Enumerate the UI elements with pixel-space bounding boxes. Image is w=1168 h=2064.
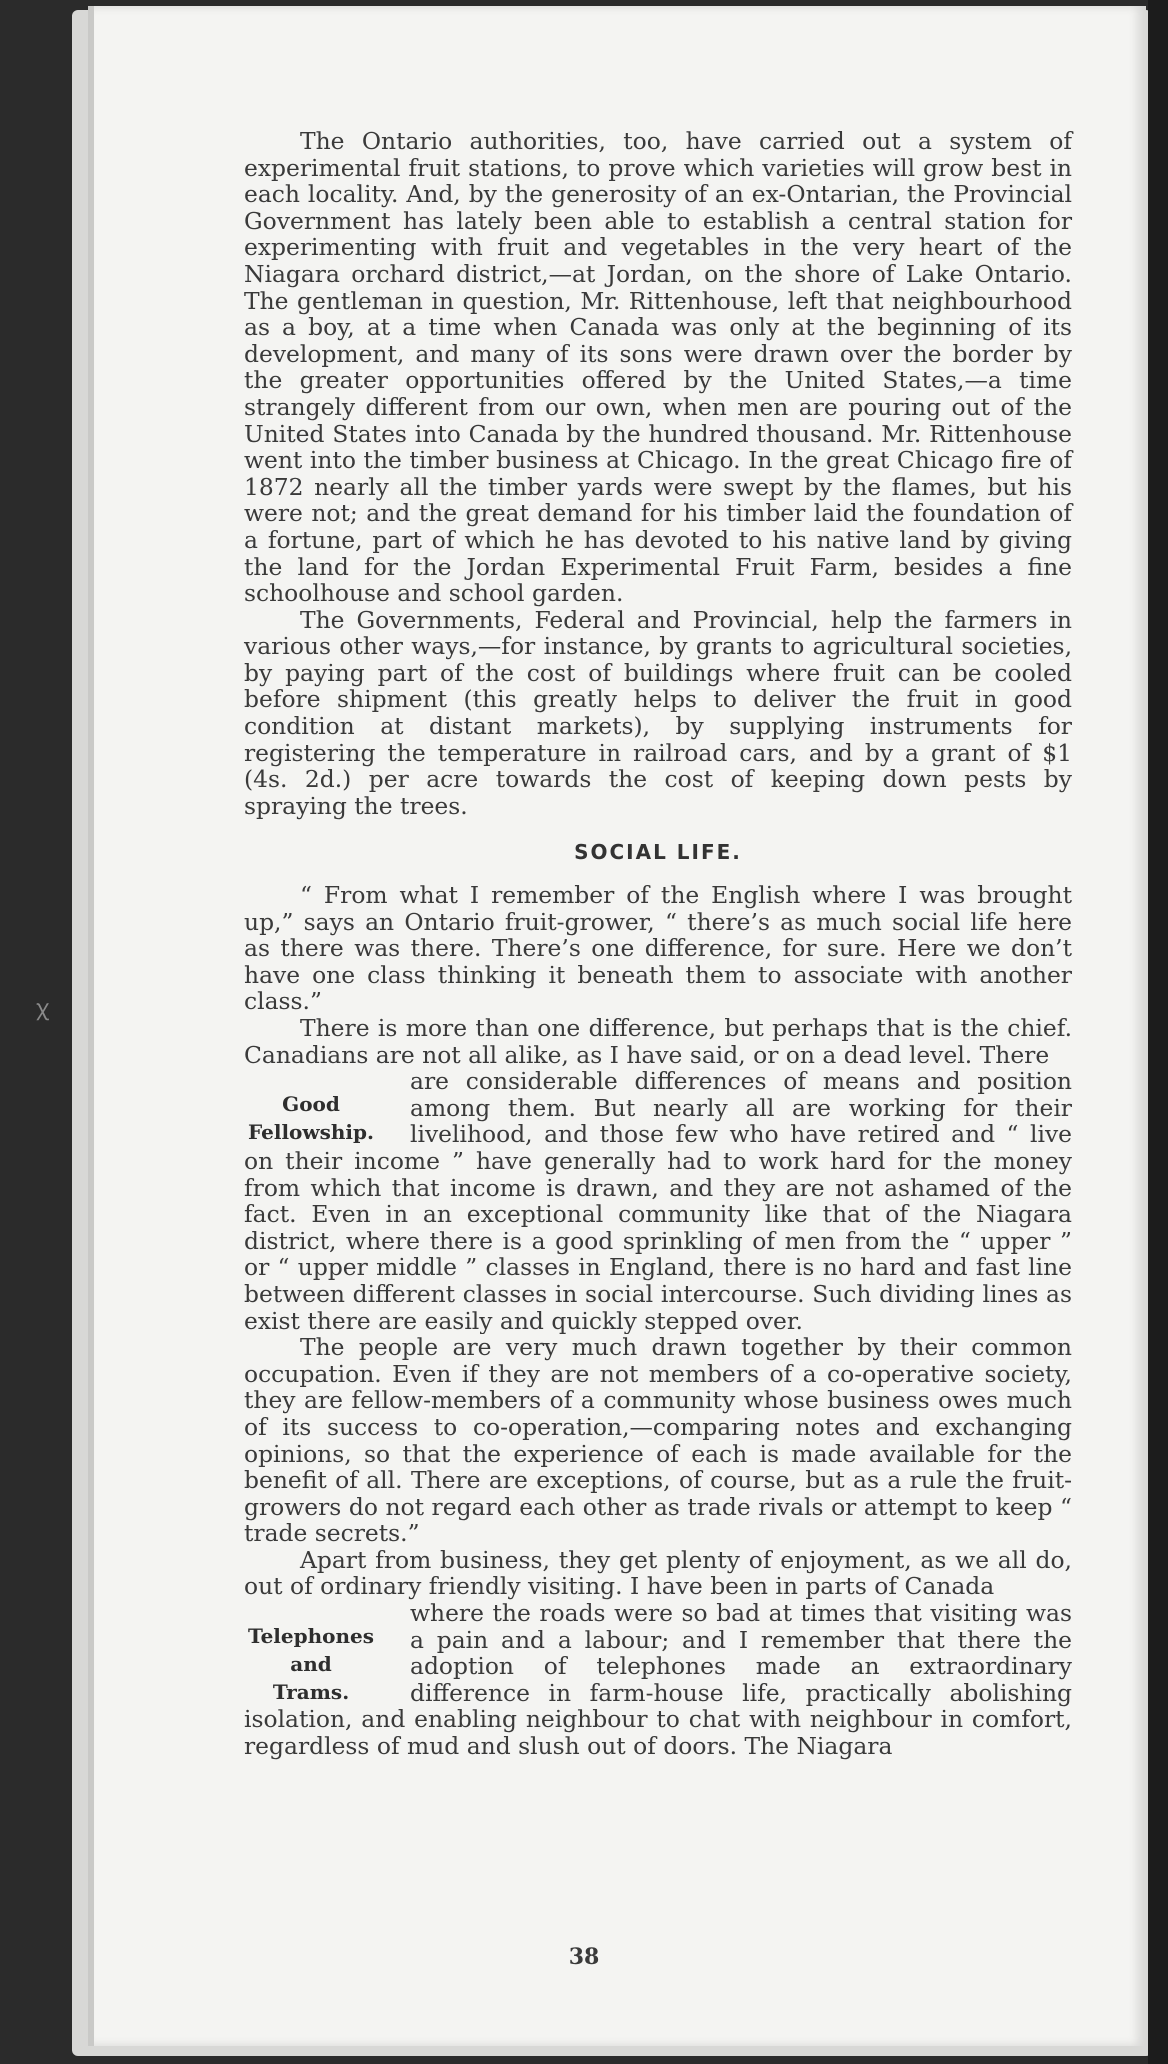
scan-shadow [1148, 0, 1168, 2064]
side-block-telephones [244, 1600, 1072, 1760]
section-heading: SOCIAL LIFE. [574, 840, 742, 865]
paragraph-quote: “ From what I remember of the English where I was brought up,” says an Ontario fruit-grower, “ there’s as much social life here as there was there. There’s one difference, for sure. Here we don’t have one class thinking it beneath them to associate with another class.” [244, 881, 1072, 1016]
paragraph-difference-rest: are considerable differences of means and position among them. But nearly all are working for their livelihood, and those few who have retired and “ live on their income ” have generally had to work hard for the money from which that income is drawn, and they are not ashamed of the fact. Even in an exceptional community like that of the Niagara district, where there is a good sprinkling of men from the “ upper ” or “ upper middle ” classes in England, there is no hard and fast line between different classes in social intercourse. Such dividing lines as exist there are easily and quickly stepped over. [244, 1068, 1072, 1335]
paragraph-business-rest: where the roads were so bad at times that visiting was a pain and a labour; and I remember that there the adoption of telephones made an extraordinary difference in farm-house life, practically abolishing isolation, and enabling neighbour to chat with neighbour in comfort, regardless of mud and slush out of doors. The Niagara [244, 1600, 1072, 1760]
page-number: 38 [568, 1944, 600, 1970]
paragraph-experimental-stations: The Ontario authorities, too, have carried out a system of experimental fruit stations, to prove which varieties will grow best in each locality. And, by the generosity of an ex-Ontarian, the Provincial Government has lately been able to establish a central station for experimenting with fruit and vegetables in the very heart of the Niagara orchard district,—at Jordan, on the shore of Lake Ontario. The gentleman in question, Mr. Rittenhouse, left that neighbourhood as a boy, at a time when Canada was only at the beginning of its development, and many of its sons were drawn over the border by the greater opportunities offered by the United States,—a time strangely different from our own, when men are pouring out of the United States into Canada by the hundred thousand. Mr. Rittenhouse went into the timber business at Chicago. In the great Chicago fire of 1872 nearly all the timber yards were swept by the flames, but his were not; and the great demand for his timber laid the foundation of a fortune, part of which he has devoted to his native land by giving the land for the Jordan Experimental Fruit Farm, besides a fine schoolhouse and school garden. [244, 127, 1072, 608]
paragraph-difference-start: There is more than one difference, but perhaps that is the chief. Canadians are not all alike, as I have said, or on a dead level. There [244, 1014, 1072, 1069]
side-block-fellowship [244, 1068, 1072, 1334]
page-text [244, 128, 1072, 1760]
paragraph-government-help: The Governments, Federal and Provincial, help the farmers in various other ways,—for instance, by grants to agricultural societies, by paying part of the cost of buildings where fruit can be cooled before shipment (this greatly helps to deliver the fruit in good condition at distant markets), by supplying instruments for registering the temperature in railroad cars, and by a grant of $1 (4s. 2d.) per acre towards the cost of keeping down pests by spraying the trees. [244, 605, 1072, 820]
sidenote-line: and [290, 1652, 332, 1677]
sidenote-line: Trams. [272, 1680, 350, 1705]
sidenote-line: Good [282, 1092, 340, 1117]
sidenote-line: Telephones [247, 1624, 375, 1649]
paragraph-occupation: The people are very much drawn together by their common occupation. Even if they are not members of a co-operative society, they are fellow-members of a community whose business owes much of its success to co-operation,—comparing notes and exchanging opinions, so that the experience of each is made available for the benefit of all. There are exceptions, of course, but as a rule the fruit-growers do not regard each other as trade rivals or attempt to keep “ trade secrets.” [244, 1333, 1072, 1548]
sidenote-good-fellowship [244, 1090, 396, 1146]
margin-mark: ꭓ [36, 996, 49, 1021]
paragraph-business-start: Apart from business, they get plenty of enjoyment, as we all do, out of ordinary friendly visiting. I have been in parts of Canada [244, 1545, 1072, 1601]
sidenote-line: Fellowship. [248, 1120, 374, 1145]
sidenote-telephones-trams [244, 1622, 396, 1706]
